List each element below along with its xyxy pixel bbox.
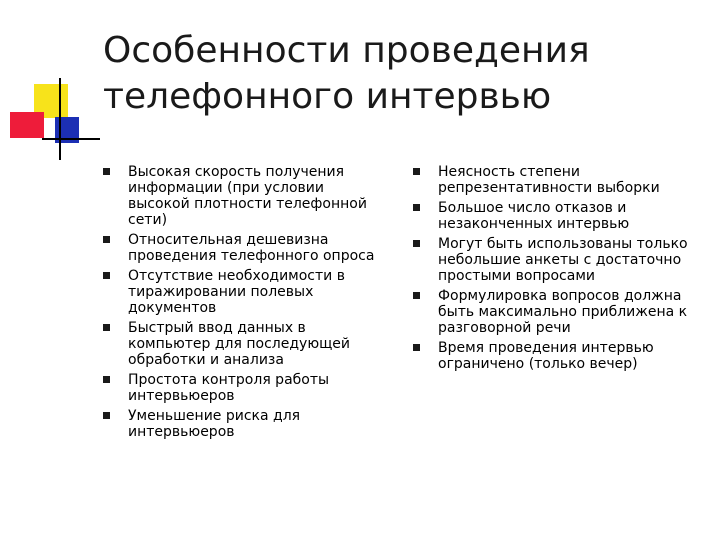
list-item-text: Время проведения интервью ограничено (только вечер) xyxy=(438,340,654,372)
list-item xyxy=(410,340,710,372)
logo-red-square xyxy=(10,112,44,138)
list-item xyxy=(410,236,710,284)
square-bullet-icon xyxy=(413,240,420,247)
list-item-text: Относительная дешевизна проведения телефонного опроса xyxy=(128,232,375,264)
square-bullet-icon xyxy=(103,376,110,383)
logo-horizontal-line xyxy=(42,138,100,140)
square-bullet-icon xyxy=(413,292,420,299)
logo-vertical-line xyxy=(59,78,61,160)
square-bullet-icon xyxy=(103,324,110,331)
list-item xyxy=(410,164,710,196)
square-bullet-icon xyxy=(103,272,110,279)
list-item-text: Отсутствие необходимости в тиражировании полевых документов xyxy=(128,268,345,316)
list-item-text: Высокая скорость получения информации (при условии высокой плотности телефонной сети) xyxy=(128,164,367,228)
list-item-text: Простота контроля работы интервьюеров xyxy=(128,372,330,404)
list-item-text: Формулировка вопросов должна быть максимально приближена к разговорной речи xyxy=(438,288,688,336)
list-item-text: Быстрый ввод данных в компьютер для последующей обработки и анализа xyxy=(128,320,351,368)
list-item-text: Могут быть использованы только небольшие анкеты с достаточно простыми вопросами xyxy=(438,236,688,284)
square-bullet-icon xyxy=(413,204,420,211)
list-item-text: Неясность степени репрезентативности выборки xyxy=(438,164,660,196)
list-item xyxy=(100,164,390,228)
slide-title xyxy=(103,28,703,120)
list-item-text: Уменьшение риска для интервьюеров xyxy=(128,408,301,440)
decorative-logo xyxy=(0,0,100,170)
square-bullet-icon xyxy=(103,412,110,419)
list-item xyxy=(100,232,390,264)
list-item-text: Большое число отказов и незаконченных интервью xyxy=(438,200,630,232)
advantages-list xyxy=(100,164,390,444)
slide-title-line-1: Особенности проведения xyxy=(103,30,590,71)
square-bullet-icon xyxy=(103,236,110,243)
list-item xyxy=(410,288,710,336)
disadvantages-list xyxy=(410,164,710,376)
square-bullet-icon xyxy=(413,168,420,175)
list-item xyxy=(100,268,390,316)
list-item xyxy=(100,408,390,440)
list-item xyxy=(100,372,390,404)
square-bullet-icon xyxy=(103,168,110,175)
square-bullet-icon xyxy=(413,344,420,351)
list-item xyxy=(100,320,390,368)
list-item xyxy=(410,200,710,232)
slide-title-line-2: телефонного интервью xyxy=(103,76,552,117)
